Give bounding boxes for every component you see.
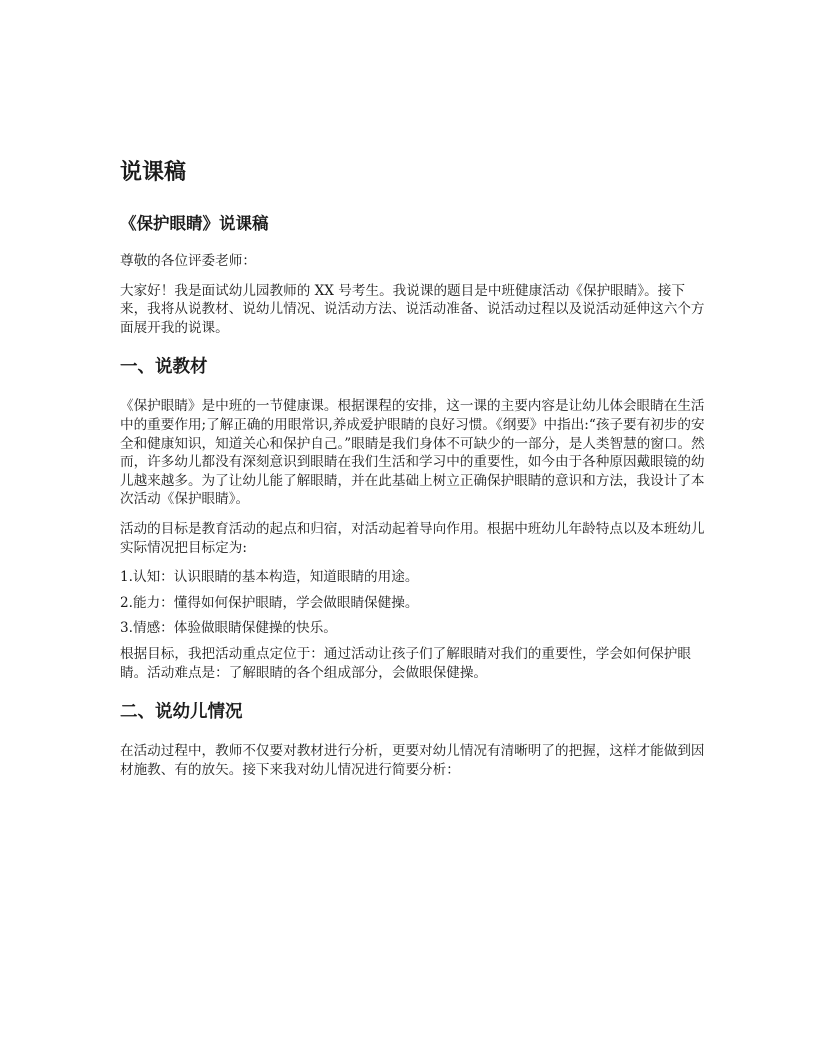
section2-heading: 二、说幼儿情况	[120, 702, 243, 723]
greeting-paragraph: 尊敬的各位评委老师：	[120, 253, 256, 269]
doc-title: 说课稿	[120, 160, 187, 185]
section2-paragraph-1: 在活动过程中，教师不仅要对教材进行分析，更要对幼儿情况有清晰明了的把握，这样才能做到因材施教、有的放矢。接下来我对幼儿情况进行简要分析：	[120, 743, 705, 778]
section1-paragraph-1: 《保护眼睛》是中班的一节健康课。根据课程的安排，这一课的主要内容是让幼儿体会眼睛在生活中的重要作用;了解正确的用眼常识,养成爱护眼睛的良好习惯。《纲要》中指出:“孩子要有初步的安全和健康知识，知道关心和保护自己。”眼睛是我们身体不可缺少的一部分，是人类智慧的窗口。然而，许多幼儿都没有深刻意识到眼睛在我们生活和学习中的重要性，如今由于各种原因戴眼镜的幼儿越来越多。为了让幼儿能了解眼睛，并在此基础上树立正确保护眼睛的意识和方法，我设计了本次活动《保护眼睛》。	[120, 398, 705, 508]
section1-paragraph-3: 根据目标，我把活动重点定位于：通过活动让孩子们了解眼睛对我们的重要性，学会如何保护眼睛。活动难点是：了解眼睛的各个组成部分，会做眼保健操。	[120, 645, 691, 681]
document-body	[120, 156, 710, 790]
goal-item-2: 2.能力：懂得如何保护眼睛，学会做眼睛保健操。	[120, 594, 419, 611]
goal-item-3: 3.情感：体验做眼睛保健操的快乐。	[120, 620, 337, 637]
intro-paragraph: 大家好！我是面试幼儿园教师的 XX 号考生。我说课的题目是中班健康活动《保护眼睛》。接下来，我将从说教材、说幼儿情况、说活动方法、说活动准备、说活动过程以及说活动延伸这六个方面展开我的说课。	[120, 282, 705, 336]
section1-heading: 一、说教材	[120, 357, 208, 378]
goal-item-1: 1.认知：认识眼睛的基本构造，知道眼睛的用途。	[120, 569, 419, 586]
section1-paragraph-2: 活动的目标是教育活动的起点和归宿，对活动起着导向作用。根据中班幼儿年龄特点以及本班幼儿实际情况把目标定为:	[120, 520, 705, 556]
doc-subtitle: 《保护眼睛》说课稿	[120, 214, 269, 233]
